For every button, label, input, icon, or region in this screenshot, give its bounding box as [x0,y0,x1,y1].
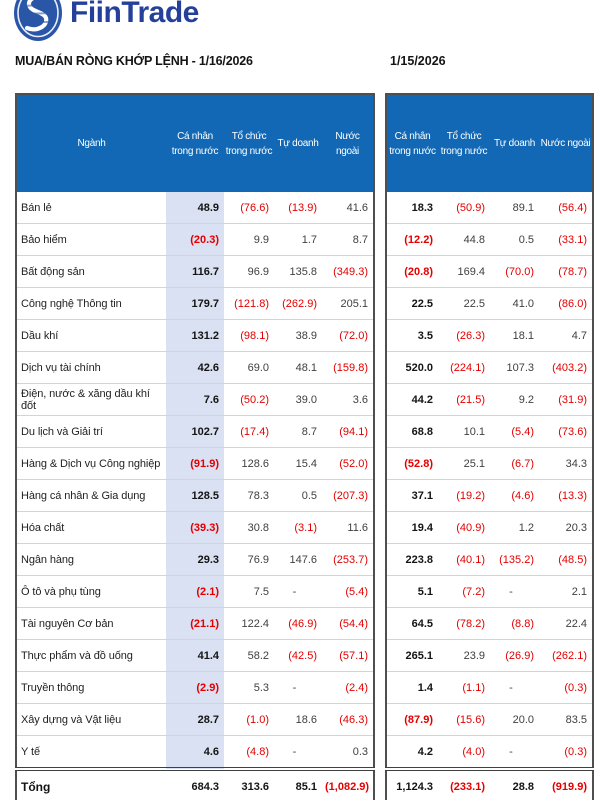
value-cell: 44.8 [438,224,490,256]
table-row[interactable] [386,640,593,672]
value-cell: (94.1) [322,416,374,448]
value-cell: 48.1 [274,352,322,384]
table-row[interactable] [386,672,593,704]
value-cell: 68.8 [386,416,438,448]
report-title-left: MUA/BÁN RÒNG KHỚP LỆNH - 1/16/2026 [15,54,253,68]
table-row[interactable] [386,704,593,736]
value-cell: (15.6) [438,704,490,736]
value-cell: - [490,736,539,770]
sector-label: Dịch vụ tài chính [16,352,166,384]
value-cell: 3.5 [386,320,438,352]
value-cell: 22.4 [539,608,593,640]
value-cell: (5.4) [490,416,539,448]
value-cell: (87.9) [386,704,438,736]
sector-label: Xây dựng và Vật liệu [16,704,166,736]
value-cell: (262.9) [274,288,322,320]
value-cell: 0.3 [322,736,374,770]
value-cell: (135.2) [490,544,539,576]
col-header-institution: Tổ chức trong nước [224,94,274,192]
col-header-foreign: Nước ngoài [539,94,593,192]
left-table-header [16,94,374,192]
brand-name: FiinTrade [70,0,199,29]
value-cell: 8.7 [322,224,374,256]
value-cell: (57.1) [322,640,374,672]
value-cell: (1.0) [224,704,274,736]
value-cell: 89.1 [490,192,539,224]
value-cell: (48.5) [539,544,593,576]
value-cell: 58.2 [224,640,274,672]
value-cell: 37.1 [386,480,438,512]
value-cell: (8.8) [490,608,539,640]
value-cell: (0.3) [539,672,593,704]
value-cell: 69.0 [224,352,274,384]
value-cell: 41.6 [322,192,374,224]
value-cell: 28.7 [166,704,224,736]
value-cell: 1.2 [490,512,539,544]
value-cell: 9.9 [224,224,274,256]
value-cell: 128.5 [166,480,224,512]
value-cell: (39.3) [166,512,224,544]
table-row[interactable] [16,512,374,544]
value-cell: 42.6 [166,352,224,384]
table-row[interactable] [386,512,593,544]
value-cell: 122.4 [224,608,274,640]
table-row[interactable] [386,224,593,256]
value-cell: 5.3 [224,672,274,704]
value-cell: 64.5 [386,608,438,640]
value-cell: 205.1 [322,288,374,320]
value-cell: 4.2 [386,736,438,770]
table-row[interactable] [16,192,374,224]
value-cell: 3.6 [322,384,374,416]
value-cell: (0.3) [539,736,593,770]
value-cell: (42.5) [274,640,322,672]
value-cell: - [490,672,539,704]
table-row[interactable] [16,480,374,512]
value-cell: (46.3) [322,704,374,736]
table-row[interactable] [16,640,374,672]
value-cell: (33.1) [539,224,593,256]
value-cell: (50.2) [224,384,274,416]
value-cell: 20.3 [539,512,593,544]
value-cell: 38.9 [274,320,322,352]
total-value-cell: (1,082.9) [322,769,374,800]
value-cell: (2.9) [166,672,224,704]
value-cell: 22.5 [386,288,438,320]
value-cell: (21.5) [438,384,490,416]
value-cell: (40.1) [438,544,490,576]
value-cell: (98.1) [224,320,274,352]
value-cell: (52.8) [386,448,438,480]
value-cell: 23.9 [438,640,490,672]
sector-label: Y tế [16,736,166,770]
table-row[interactable] [386,576,593,608]
value-cell: (2.1) [166,576,224,608]
sector-label: Bán lẻ [16,192,166,224]
right-table-header [386,94,593,192]
value-cell: 78.3 [224,480,274,512]
value-cell: (4.0) [438,736,490,770]
col-header-foreign: Nước ngoài [322,94,374,192]
value-cell: 19.4 [386,512,438,544]
value-cell: 169.4 [438,256,490,288]
table-row[interactable] [16,256,374,288]
total-value-cell: 28.8 [490,769,539,800]
value-cell: (403.2) [539,352,593,384]
table-row[interactable] [386,256,593,288]
value-cell: 265.1 [386,640,438,672]
table-row[interactable] [386,352,593,384]
value-cell: (7.2) [438,576,490,608]
value-cell: (207.3) [322,480,374,512]
value-cell: (78.7) [539,256,593,288]
sector-label: Hàng cá nhân & Gia dụng [16,480,166,512]
table-row[interactable] [386,384,593,416]
table-row[interactable] [386,192,593,224]
left-table-total-row [16,769,374,800]
value-cell: 116.7 [166,256,224,288]
table-row[interactable] [386,544,593,576]
value-cell: 39.0 [274,384,322,416]
total-value-cell: 1,124.3 [386,769,438,800]
value-cell: (26.3) [438,320,490,352]
value-cell: (13.9) [274,192,322,224]
value-cell: 8.7 [274,416,322,448]
table-row[interactable] [386,736,593,770]
value-cell: (72.0) [322,320,374,352]
col-header-institution: Tổ chức trong nước [438,94,490,192]
value-cell: 1.4 [386,672,438,704]
value-cell: (4.6) [490,480,539,512]
total-value-cell: (919.9) [539,769,593,800]
value-cell: (20.3) [166,224,224,256]
table-row[interactable] [16,448,374,480]
value-cell: - [490,576,539,608]
value-cell: (1.1) [438,672,490,704]
value-cell: 0.5 [490,224,539,256]
value-cell: 18.1 [490,320,539,352]
sector-label: Dầu khí [16,320,166,352]
table-row[interactable] [386,416,593,448]
value-cell: (54.4) [322,608,374,640]
value-cell: 18.3 [386,192,438,224]
value-cell: 18.6 [274,704,322,736]
value-cell: 34.3 [539,448,593,480]
table-row[interactable] [16,352,374,384]
value-cell: 76.9 [224,544,274,576]
right-table [385,93,594,800]
col-header-proprietary: Tự doanh [490,94,539,192]
value-cell: (52.0) [322,448,374,480]
table-row[interactable] [16,320,374,352]
value-cell: 107.3 [490,352,539,384]
sector-label: Thực phẩm và đồ uống [16,640,166,672]
sector-label: Bất động sản [16,256,166,288]
value-cell: 4.7 [539,320,593,352]
value-cell: 15.4 [274,448,322,480]
col-header-individual: Cá nhân trong nước [386,94,438,192]
total-value-cell: 85.1 [274,769,322,800]
col-header-sector: Ngành [16,94,166,192]
value-cell: (159.8) [322,352,374,384]
value-cell: (6.7) [490,448,539,480]
value-cell: (50.9) [438,192,490,224]
table-row[interactable] [16,416,374,448]
value-cell: (73.6) [539,416,593,448]
table-row[interactable] [16,704,374,736]
table-row[interactable] [16,544,374,576]
col-header-proprietary: Tự doanh [274,94,322,192]
sector-label: Tài nguyên Cơ bản [16,608,166,640]
value-cell: (86.0) [539,288,593,320]
value-cell: 223.8 [386,544,438,576]
value-cell: (26.9) [490,640,539,672]
value-cell: 48.9 [166,192,224,224]
table-row[interactable] [386,608,593,640]
value-cell: (4.8) [224,736,274,770]
total-value-cell: 684.3 [166,769,224,800]
value-cell: (91.9) [166,448,224,480]
value-cell: (19.2) [438,480,490,512]
value-cell: 96.9 [224,256,274,288]
value-cell: (78.2) [438,608,490,640]
value-cell: 102.7 [166,416,224,448]
value-cell: 10.1 [438,416,490,448]
fiintrade-logo-icon [13,0,63,42]
value-cell: (17.4) [224,416,274,448]
value-cell: (253.7) [322,544,374,576]
value-cell: 30.8 [224,512,274,544]
value-cell: (5.4) [322,576,374,608]
value-cell: (31.9) [539,384,593,416]
value-cell: (40.9) [438,512,490,544]
table-row[interactable] [16,672,374,704]
value-cell: 20.0 [490,704,539,736]
value-cell: 29.3 [166,544,224,576]
value-cell: 9.2 [490,384,539,416]
table-row[interactable] [386,288,593,320]
value-cell: 0.5 [274,480,322,512]
value-cell: (262.1) [539,640,593,672]
value-cell: (2.4) [322,672,374,704]
sector-label: Du lịch và Giải trí [16,416,166,448]
sector-label: Ngân hàng [16,544,166,576]
table-row[interactable] [386,320,593,352]
value-cell: 2.1 [539,576,593,608]
value-cell: - [274,672,322,704]
total-value-cell: (233.1) [438,769,490,800]
value-cell: 41.4 [166,640,224,672]
value-cell: (20.8) [386,256,438,288]
value-cell: 25.1 [438,448,490,480]
value-cell: (224.1) [438,352,490,384]
right-table-body [386,192,593,769]
total-value-cell: 313.6 [224,769,274,800]
value-cell: 83.5 [539,704,593,736]
value-cell: 179.7 [166,288,224,320]
value-cell: (3.1) [274,512,322,544]
value-cell: 7.6 [166,384,224,416]
value-cell: - [274,736,322,770]
value-cell: - [274,576,322,608]
table-row[interactable] [16,576,374,608]
sector-label: Hàng & Dịch vụ Công nghiệp [16,448,166,480]
value-cell: (12.2) [386,224,438,256]
sector-label: Hóa chất [16,512,166,544]
col-header-individual: Cá nhân trong nước [166,94,224,192]
sector-label: Công nghệ Thông tin [16,288,166,320]
value-cell: 128.6 [224,448,274,480]
table-row[interactable] [16,736,374,770]
value-cell: 520.0 [386,352,438,384]
sector-label: Bảo hiểm [16,224,166,256]
value-cell: 131.2 [166,320,224,352]
value-cell: 4.6 [166,736,224,770]
value-cell: 147.6 [274,544,322,576]
table-row[interactable] [16,288,374,320]
total-label: Tổng [16,769,166,800]
right-table-total-row [386,769,593,800]
value-cell: 41.0 [490,288,539,320]
value-cell: (21.1) [166,608,224,640]
table-row[interactable] [16,608,374,640]
value-cell: 22.5 [438,288,490,320]
sector-label: Điện, nước & xăng dầu khí đốt [16,384,166,416]
value-cell: 7.5 [224,576,274,608]
table-row[interactable] [386,448,593,480]
value-cell: (349.3) [322,256,374,288]
value-cell: (70.0) [490,256,539,288]
value-cell: (76.6) [224,192,274,224]
left-table-body [16,192,374,769]
value-cell: (46.9) [274,608,322,640]
value-cell: 44.2 [386,384,438,416]
value-cell: 5.1 [386,576,438,608]
value-cell: 135.8 [274,256,322,288]
table-row[interactable] [16,224,374,256]
value-cell: 1.7 [274,224,322,256]
value-cell: (13.3) [539,480,593,512]
sector-label: Truyền thông [16,672,166,704]
value-cell: (121.8) [224,288,274,320]
table-row[interactable] [386,480,593,512]
left-table [15,93,375,800]
report-title-right-date: 1/15/2026 [390,54,446,68]
brand-logo [13,0,199,42]
value-cell: 11.6 [322,512,374,544]
table-row[interactable] [16,384,374,416]
value-cell: (56.4) [539,192,593,224]
sector-label: Ô tô và phụ tùng [16,576,166,608]
